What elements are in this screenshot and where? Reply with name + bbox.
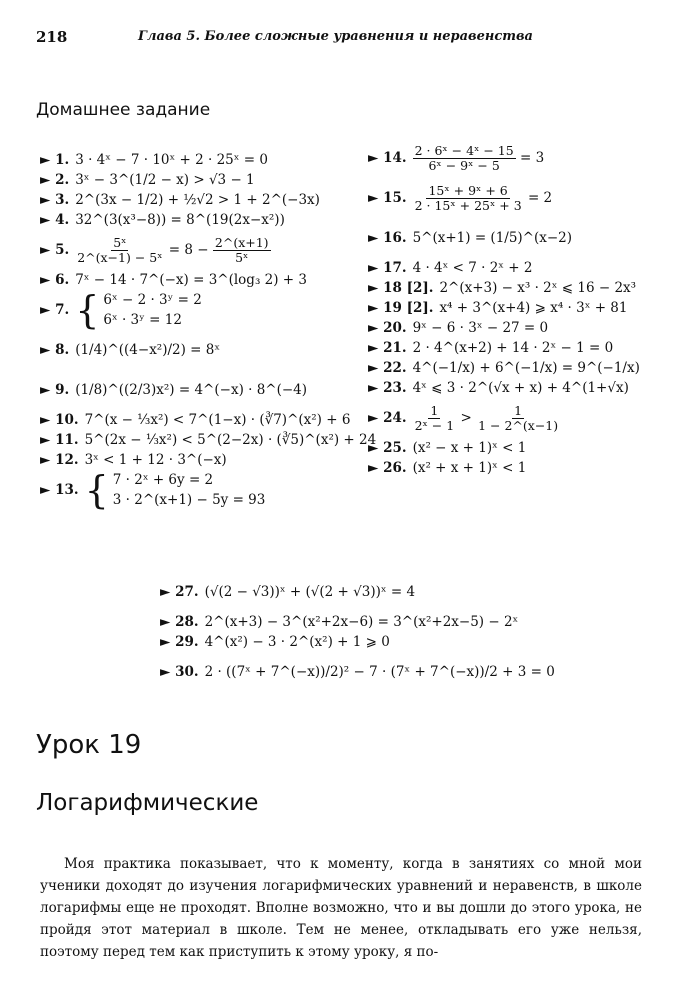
problem-label: ► 27. <box>160 584 199 600</box>
problem-label: ► 2. <box>40 172 70 188</box>
problem-2 <box>40 170 350 190</box>
problem-15 <box>368 178 668 218</box>
problem-6 <box>40 270 350 290</box>
problem-7 <box>40 290 350 330</box>
problem-20 <box>368 318 668 338</box>
fraction-denominator: 1 − 2^(x−1) <box>478 417 559 433</box>
running-head: Глава 5. Более сложные уравнения и неравенства <box>138 29 533 44</box>
problem-label: ► 6. <box>40 272 70 288</box>
lesson-title: Урок 19 <box>36 730 142 760</box>
fraction-numerator: 1 <box>430 402 439 418</box>
problem-28 <box>160 612 560 632</box>
problem-4 <box>40 210 350 230</box>
problem-expression: (1/8)^((2/3)x²) = 4^(−x) · 8^(−4) <box>75 382 308 398</box>
problem-expression: 4^(−1/x) + 6^(−1/x) = 9^(−1/x) <box>412 360 640 376</box>
problem-label: ► 24. <box>368 410 407 426</box>
problem-label: ► 26. <box>368 460 407 476</box>
fraction-denominator: 2 · 15ˣ + 25ˣ + 3 <box>414 197 522 213</box>
problem-label: ► 15. <box>368 190 407 206</box>
system-equation: 6ˣ − 2 · 3ʸ = 2 <box>103 292 202 308</box>
problem-label: ► 14. <box>368 150 407 166</box>
problem-8 <box>40 330 350 370</box>
problem-expression: 3 · 4ˣ − 7 · 10ˣ + 2 · 25ˣ = 0 <box>75 152 268 168</box>
fraction-numerator: 1 <box>514 402 523 418</box>
problem-label: ► 25. <box>368 440 407 456</box>
problem-10 <box>40 410 350 430</box>
problem-label: ► 11. <box>40 432 79 448</box>
problem-expression: 2 · 4^(x+2) + 14 · 2ˣ − 1 = 0 <box>412 340 614 356</box>
problem-22 <box>368 358 668 378</box>
problem-18 <box>368 278 668 298</box>
problem-label: ► 12. <box>40 452 79 468</box>
problem-9 <box>40 370 350 410</box>
problem-label: ► 7. <box>40 302 70 318</box>
problem-label: ► 19 [2]. <box>368 300 434 316</box>
problem-expression: 2^(3x − 1/2) + ½√2 > 1 + 2^(−3x) <box>75 192 320 208</box>
system-equation: 3 · 2^(x+1) − 5y = 93 <box>112 492 266 508</box>
problem-17 <box>368 258 668 278</box>
fraction <box>213 236 271 265</box>
problem-26 <box>368 458 668 478</box>
problem-label: ► 30. <box>160 664 199 680</box>
equation-system <box>84 468 266 512</box>
fraction <box>75 236 164 265</box>
problem-expression: 3ˣ < 1 + 12 · 3^(−x) <box>84 452 227 468</box>
problem-expression: 2^(x+3) − x³ · 2ˣ ⩽ 16 − 2x³ <box>439 280 637 296</box>
problem-30 <box>160 652 560 692</box>
system-equation: 7 · 2ˣ + 6y = 2 <box>112 472 214 488</box>
brace-icon: { <box>75 288 100 332</box>
problem-25 <box>368 438 668 458</box>
fraction-numerator: 2 · 6ˣ − 4ˣ − 15 <box>414 142 514 158</box>
fraction-numerator: 15ˣ + 9ˣ + 6 <box>428 182 508 198</box>
fraction <box>476 404 560 433</box>
problem-expression: x⁴ + 3^(x+4) ⩾ x⁴ · 3ˣ + 81 <box>439 300 628 316</box>
brace-icon: { <box>84 468 109 512</box>
problem-expression: 2^(x+3) − 3^(x²+2x−6) = 3^(x²+2x−5) − 2ˣ <box>204 614 519 630</box>
expression-rhs: = 2 <box>523 190 553 206</box>
problem-expression: 4^(x²) − 3 · 2^(x²) + 1 ⩾ 0 <box>204 634 390 650</box>
problem-24 <box>368 398 668 438</box>
fraction-denominator: 6ˣ − 9ˣ − 5 <box>428 157 500 173</box>
problem-21 <box>368 338 668 358</box>
problem-label: ► 23. <box>368 380 407 396</box>
fraction-numerator: 2^(x+1) <box>214 234 269 250</box>
problem-12 <box>40 450 350 470</box>
homework-right-column <box>368 138 668 478</box>
problem-label: ► 16. <box>368 230 407 246</box>
problem-14 <box>368 138 668 178</box>
problem-expression: 7ˣ − 14 · 7^(−x) = 3^(log₃ 2) + 3 <box>75 272 307 288</box>
problem-label: ► 4. <box>40 212 70 228</box>
problem-label: ► 20. <box>368 320 407 336</box>
problem-3 <box>40 190 350 210</box>
fraction <box>413 184 524 213</box>
body-paragraph: Моя практика показывает, что к моменту, когда в занятиях со мной мои ученики доходят до изучения логарифмических уравнений и неравенств, в школе логарифмы еще не проходят. Вполне возможно, что и вы дошли до этого урока, не пройдя этот материал в школе. Тем не менее, откладывать его уже нельзя, поэтому перед тем как приступить к этому уроку, я по- <box>40 856 642 960</box>
problem-expression: 5^(x+1) = (1/5)^(x−2) <box>412 230 573 246</box>
problem-label: ► 13. <box>40 482 79 498</box>
topic-title: Логарифмические <box>36 790 259 816</box>
problem-expression: 9ˣ − 6 · 3ˣ − 27 = 0 <box>412 320 549 336</box>
problem-label: ► 28. <box>160 614 199 630</box>
problem-expression: 4 · 4ˣ < 7 · 2ˣ + 2 <box>412 260 533 276</box>
problem-expression: (x² + x + 1)ˣ < 1 <box>412 460 527 476</box>
system-equation: 6ˣ · 3ʸ = 12 <box>103 312 182 328</box>
problem-expression: 4ˣ ⩽ 3 · 2^(√x + x) + 4^(1+√x) <box>412 380 629 396</box>
problem-expression: 2 · ((7ˣ + 7^(−x))/2)² − 7 · (7ˣ + 7^(−x))/2 + 3 = 0 <box>204 664 555 680</box>
problem-11 <box>40 430 377 450</box>
fraction <box>413 144 516 173</box>
problem-label: ► 5. <box>40 242 70 258</box>
problem-1 <box>40 150 350 170</box>
problem-label: ► 3. <box>40 192 70 208</box>
fraction <box>413 404 457 433</box>
problem-expression: (1/4)^((4−x²)/2) = 8ˣ <box>75 342 221 358</box>
expression-middle: > <box>456 410 477 426</box>
problem-27 <box>160 572 560 612</box>
problem-label: ► 21. <box>368 340 407 356</box>
problem-expression: 32^(3(x³−8)) = 8^(19(2x−x²)) <box>75 212 285 228</box>
problem-23 <box>368 378 668 398</box>
fraction-denominator: 2ˣ − 1 <box>414 417 455 433</box>
fraction-denominator: 2^(x−1) − 5ˣ <box>77 249 163 265</box>
problem-label: ► 29. <box>160 634 199 650</box>
problem-label: ► 9. <box>40 382 70 398</box>
problem-expression: 7^(x − ⅓x²) < 7^(1−x) · (∛7)^(x²) + 6 <box>84 412 351 428</box>
problem-16 <box>368 218 668 258</box>
homework-left-column <box>40 150 377 512</box>
problem-13 <box>40 470 350 510</box>
fraction-denominator: 5ˣ <box>235 249 249 265</box>
homework-title: Домашнее задание <box>36 100 211 120</box>
problem-label: ► 1. <box>40 152 70 168</box>
equation-system <box>75 288 202 332</box>
problem-19 <box>368 298 668 318</box>
problem-5 <box>40 230 350 270</box>
problem-expression: 5^(2x − ⅓x²) < 5^(2−2x) · (∛5)^(x²) + 24 <box>84 432 377 448</box>
problem-label: ► 22. <box>368 360 407 376</box>
problem-label: ► 18 [2]. <box>368 280 434 296</box>
fraction-numerator: 5ˣ <box>113 234 127 250</box>
problem-expression: (√(2 − √3))ˣ + (√(2 + √3))ˣ = 4 <box>204 584 416 600</box>
problem-29 <box>160 632 560 652</box>
problem-label: ► 17. <box>368 260 407 276</box>
expression-rhs: = 3 <box>515 150 545 166</box>
page-number: 218 <box>36 28 68 46</box>
problem-expression: (x² − x + 1)ˣ < 1 <box>412 440 527 456</box>
homework-center-block <box>160 572 560 692</box>
expression-middle: = 8 − <box>164 242 213 258</box>
problem-expression: 3ˣ − 3^(1/2 − x) > √3 − 1 <box>75 172 255 188</box>
problem-label: ► 8. <box>40 342 70 358</box>
problem-label: ► 10. <box>40 412 79 428</box>
